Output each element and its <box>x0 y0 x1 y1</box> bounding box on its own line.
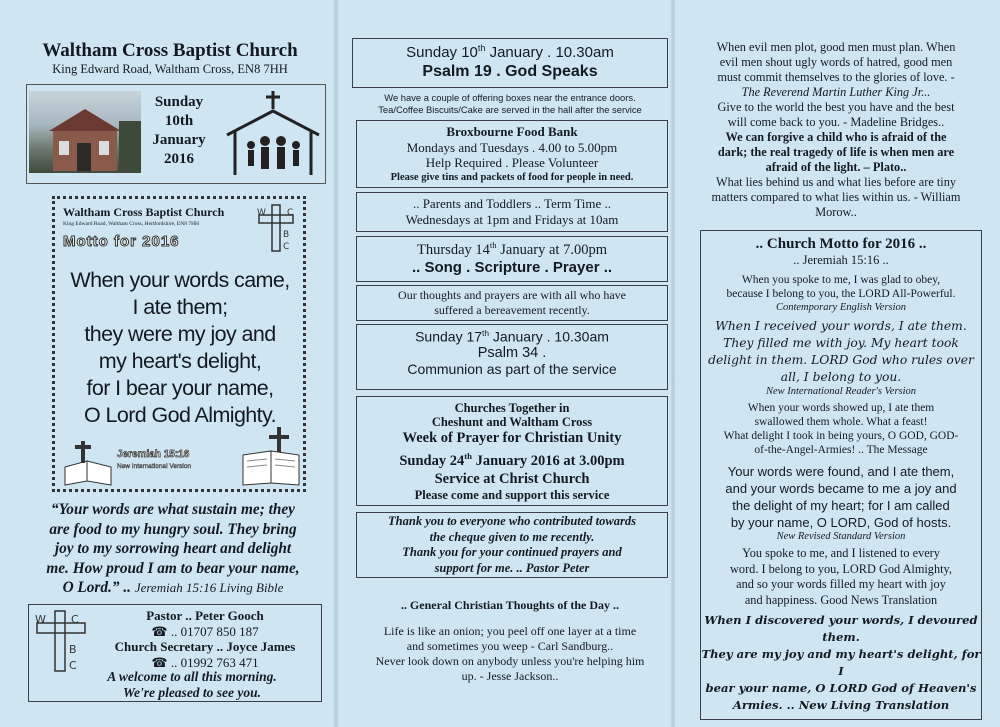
poster-reference: Jeremiah 15:16 <box>117 449 190 460</box>
service-title-10th: Psalm 19 . God Speaks <box>422 63 598 80</box>
poster-address: King Edward Road, Waltham Cross, Hertfordshire, EN8 7HH <box>63 221 200 227</box>
nrsv-verse: Your words were found, and I ate them, and your words became to me a joy and the delight of my heart; for I am called by your name, O LORD, God of hosts. <box>725 464 957 530</box>
header-box <box>26 84 326 184</box>
nirv-version: New International Reader's Version <box>765 386 917 397</box>
pastor-name: Pastor .. Peter Gooch <box>146 608 264 623</box>
motto-title: .. Church Motto for 2016 .. <box>755 236 927 252</box>
svg-text:C: C <box>283 242 290 252</box>
svg-text:B: B <box>69 643 77 656</box>
poster-motto-title: Motto for 2016 <box>63 233 180 250</box>
church-motto-box <box>700 230 982 720</box>
welcome-text: A welcome to all this morning. We're pleased to see you. <box>107 669 277 700</box>
nrsv-version: New Revised Standard Version <box>776 531 906 542</box>
church-photo <box>29 91 141 173</box>
svg-text:B: B <box>283 230 290 240</box>
living-bible-quote: “Your words are what sustain me; they are food to my hungry soul. They bring joy to my sorrowing heart and delight me. How proud I am to bear your name, O Lord.” .. Jeremiah 15:16 Living Bible <box>46 501 300 596</box>
svg-text:C: C <box>69 659 77 672</box>
svg-text:C: C <box>287 208 294 218</box>
church-name: Waltham Cross Baptist Church <box>42 40 298 61</box>
foodbank-donate: Please give tins and packets of food for people in need. <box>390 172 634 183</box>
cev-verse: When you spoke to me, I was glad to obey, because I belong to you, the LORD All-Powerful. Contemporary English Version <box>726 274 956 313</box>
fold-line-right <box>670 0 676 727</box>
foodbank-volunteer: Help Required . Please Volunteer <box>425 155 599 170</box>
nirv-verse: When I received your words, I ate them. They filled me with joy. My heart took delight in them. LORD God who rules over all, I belong to you. <box>708 319 974 384</box>
service-date-17th: Sunday 17th January . 10.30am <box>415 328 609 345</box>
service-box-10th <box>352 38 668 88</box>
motto-poster <box>52 196 306 492</box>
bereavement-box: Our thoughts and prayers are with all who have suffered a bereavement recently. <box>356 285 668 321</box>
thursday-box <box>356 236 668 282</box>
contacts-box <box>28 604 322 702</box>
thank-you-box: Thank you to everyone who contributed towards the cheque given to me recently. Thank you for your continued prayers and support for me. .. Pastor Peter <box>356 512 668 578</box>
secretary-name: Church Secretary .. Joyce James <box>114 639 296 654</box>
service-box-17th <box>356 324 668 390</box>
thursday-date: Thursday 14th January at 7.00pm <box>417 240 607 258</box>
poster-verse: When your words came, I ate them; they were my joy and my heart's delight, for I bear your name, O Lord God Almighty. <box>70 268 290 427</box>
wbc-cross-logo-icon <box>33 609 91 673</box>
fold-line-left <box>333 0 339 727</box>
foodbank-title: Broxbourne Food Bank <box>446 124 578 139</box>
family-house-icon <box>221 87 325 179</box>
thoughts-title: .. General Christian Thoughts of the Day .. <box>400 598 620 612</box>
svg-text:W: W <box>257 208 266 218</box>
poster-church-name: Waltham Cross Baptist Church <box>63 205 225 219</box>
thursday-title: .. Song . Scripture . Prayer .. <box>411 258 613 276</box>
pastor-phone: ☎ .. 01707 850 187 <box>151 623 259 639</box>
church-address: King Edward Road, Waltham Cross, EN8 7HH <box>52 62 288 76</box>
toddlers-box: .. Parents and Toddlers .. Term Time .. Wednesdays at 1pm and Fridays at 10am <box>356 192 668 232</box>
foodbank-box <box>356 120 668 188</box>
poster-version: New International Version <box>117 463 192 470</box>
message-verse: When your words showed up, I ate them swallowed them whole. What a feast! What delight I took in being yours, O GOD, GOD- of-the-Angel-Armies! .. The Message <box>723 402 959 456</box>
bible-cross-icon-right <box>241 425 301 487</box>
churches-together-box: Churches Together in Cheshunt and Waltham Cross Week of Prayer for Christian Unity Sunday 24th January 2016 at 3.00pm Service at Christ Church Please come and support this service <box>356 396 668 506</box>
motto-reference: .. Jeremiah 15:16 .. <box>793 253 889 267</box>
daily-quotes: When evil men plot, good men must plan. When evil men shout ugly words of hatred, good men must commit themselves to the glories of love. - The Reverend Martin Luther King Jr... Give to the world the best you have and the best will come back to you. - Madeline Bridges.. We can forgive a child who is afraid of the dark; the real tragedy of life is when men are afraid of the light. – Plato.. What lies behind us and what lies before are tiny matters compared to what lies within us. - William Morow.. <box>711 40 961 219</box>
contact-list <box>89 608 321 670</box>
quote-reference: Jeremiah 15:16 Living Bible <box>134 580 284 595</box>
thoughts-text: Life is like an onion; you peel off one layer at a time and sometimes you weep - Carl Sandburg.. Never look down on anybody unless you're helping him up. - Jesse Jackson.. <box>375 624 645 683</box>
gnt-verse: You spoke to me, and I listened to every word. I belong to you, LORD God Almighty, and so your words filled my heart with joy and happiness. Good News Translation <box>730 546 952 607</box>
bible-icon-left <box>61 437 117 487</box>
foodbank-hours: Mondays and Tuesdays . 4.00 to 5.00pm <box>406 140 618 155</box>
nlt-verse: When I discovered your words, I devoured them. They are my joy and my heart's delight, for I bear your name, O LORD God of Heaven's Armies. .. New Living Translation <box>701 613 981 712</box>
service-title-17th: Psalm 34 . <box>477 344 547 361</box>
secretary-phone: ☎ .. 01992 763 471 <box>151 654 259 670</box>
service-date-10th: Sunday 10th January . 10.30am <box>406 43 614 61</box>
wcbc-cross-logo-icon <box>255 203 299 253</box>
communion-note: Communion as part of the service <box>407 360 617 377</box>
offering-notice: We have a couple of offering boxes near the entrance doors. Tea/Coffee Biscuits/Cake are served in the hall after the service <box>378 92 642 115</box>
svg-text:C: C <box>71 613 79 626</box>
svg-text:W: W <box>35 613 46 626</box>
service-date: Sunday 10th January 2016 <box>152 94 206 167</box>
